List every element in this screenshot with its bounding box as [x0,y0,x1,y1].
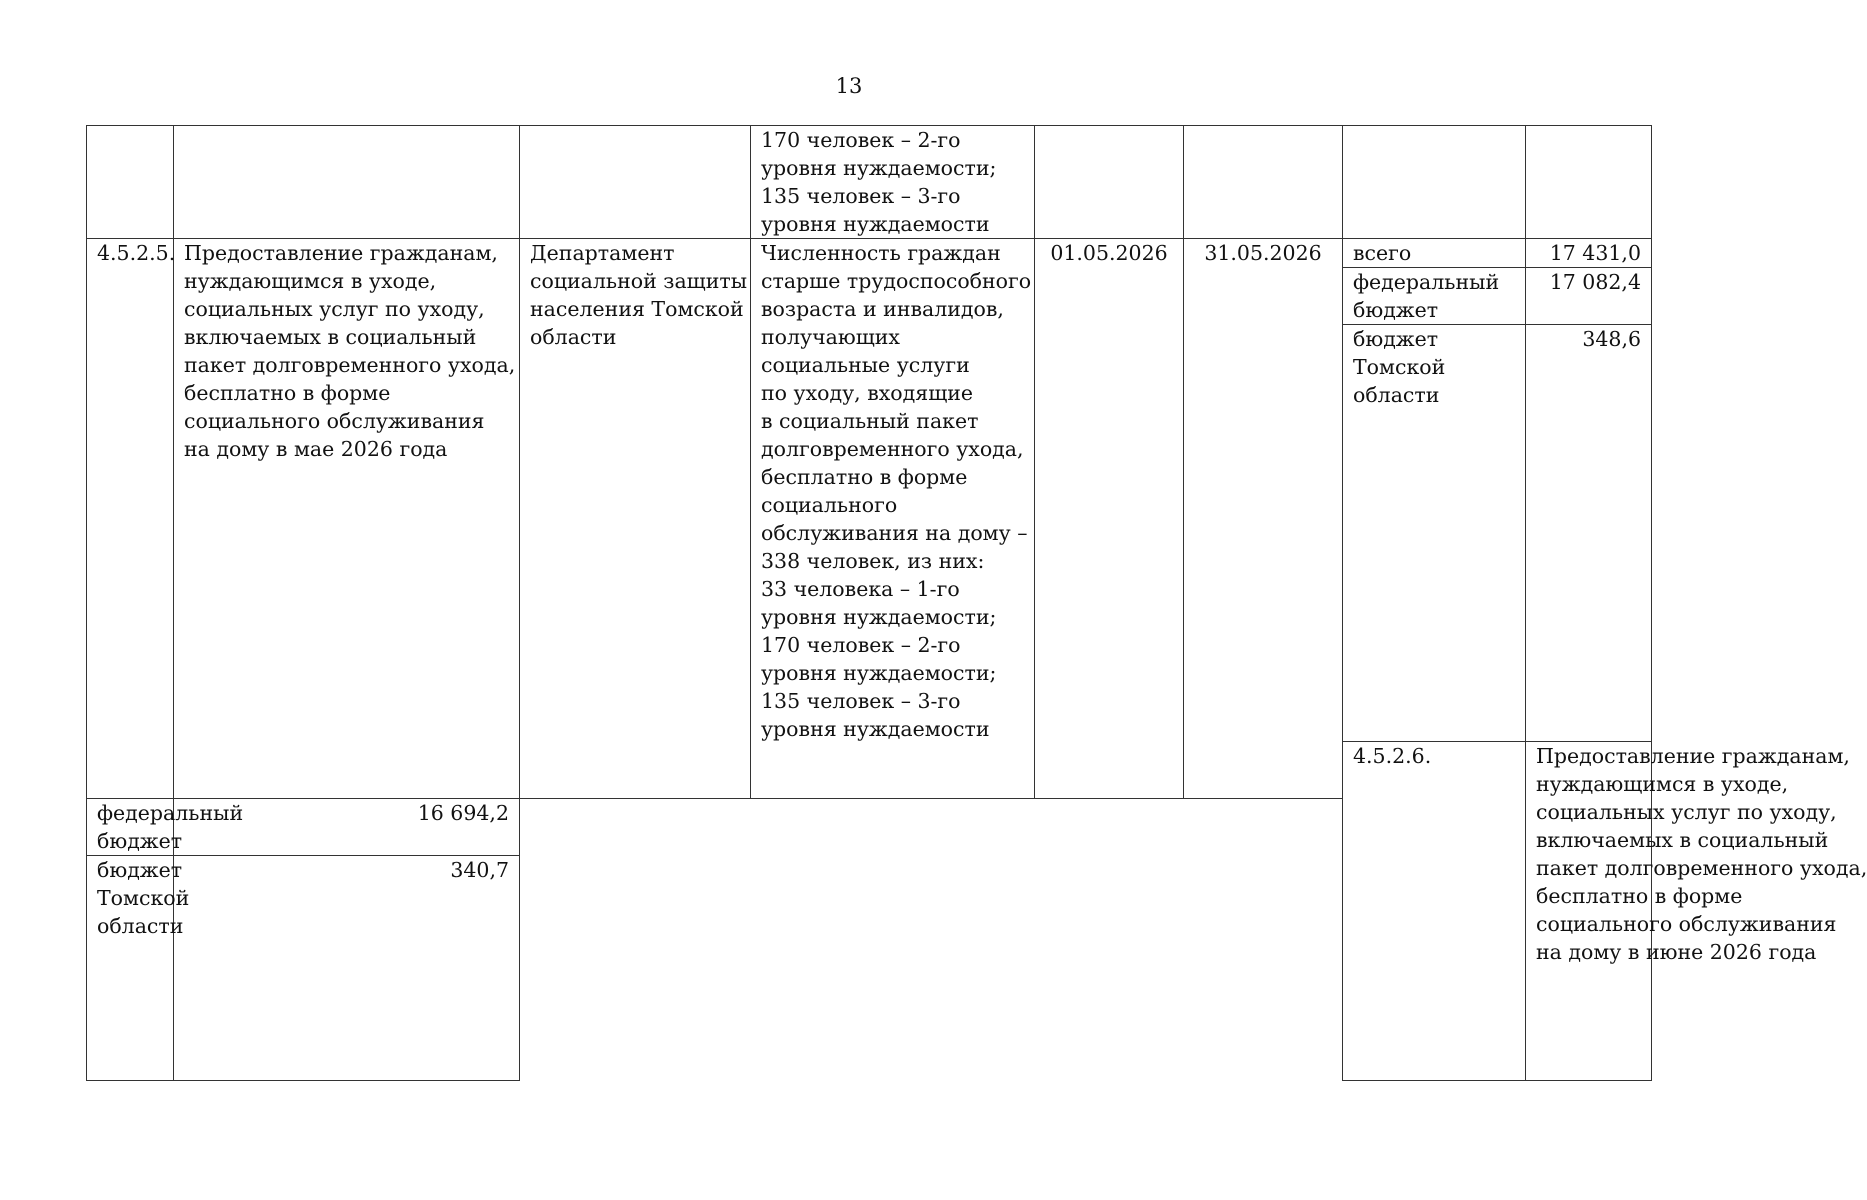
text-line: на дому в мае 2026 года [184,437,448,461]
text-line: социального обслуживания [1536,912,1837,936]
cell-executor [520,126,751,239]
text-line: 170 человек – 2-го [761,128,961,152]
text-line: возраста и инвалидов, [761,297,1004,321]
text-line: пакет долговременного ухода, [184,353,516,377]
text-line: бесплатно в форме [184,381,391,405]
text-line: уровня нуждаемости; [761,605,997,629]
text-line: Численность граждан [761,241,1001,265]
text-line: всего [1353,241,1412,265]
text-line: долговременного ухода, [761,437,1024,461]
text-line: по уходу, входящие [761,381,974,405]
cell-name [174,126,520,239]
text-line: области [1353,383,1440,407]
text-line: уровня нуждаемости; [761,156,997,180]
table-row-continuation [87,126,1652,239]
cell-indicator [751,239,1035,799]
cell-funding-amount: 16 694,2 [174,799,520,856]
text-line: социальной защиты [530,269,748,293]
text-line: социальных услуг по уходу, [1536,800,1837,824]
text-line: Департамент [530,241,675,265]
cell-end-date [1184,126,1343,239]
cell-funding-amount: 17 082,4 [1526,268,1652,325]
text-line: социальных услуг по уходу, [184,297,485,321]
text-line: 135 человек – 3-го [761,184,961,208]
table-row [87,239,1652,268]
text-line: социальные услуги [761,353,970,377]
text-line: 33 человека – 1-го [761,577,960,601]
cell-code: 4.5.2.5. [87,239,174,799]
text-line: области [97,914,184,938]
cell-funding-source [1343,126,1526,239]
cell-start-date: 01.05.2026 [1035,239,1184,799]
text-line: социального обслуживания [184,409,485,433]
text-line: бесплатно в форме [1536,884,1743,908]
text-line: включаемых в социальный [184,325,477,349]
cell-funding-amount: 348,6 [1526,325,1652,742]
cell-funding-source [1343,268,1526,325]
text-line: уровня нуждаемости; [761,661,997,685]
cell-funding-amount: 17 431,0 [1526,239,1652,268]
text-line: бесплатно в форме [761,465,968,489]
text-line: Предоставление гражданам, [1536,744,1850,768]
text-line: нуждающимся в уходе, [184,269,437,293]
text-line: уровня нуждаемости [761,212,990,236]
cell-name [174,239,520,799]
text-line: бюджет [1353,298,1439,322]
cell-code [87,126,174,239]
text-line: пакет долговременного ухода, [1536,856,1867,880]
text-line: 338 человек, из них: [761,549,985,573]
cell-code: 4.5.2.6. [1343,742,1526,1081]
text-line: социального [761,493,898,517]
text-line: нуждающимся в уходе, [1536,772,1789,796]
text-line: в социальный пакет [761,409,979,433]
measures-table [86,125,1867,1081]
cell-name [1526,742,1867,1081]
cell-funding-source [87,856,190,1081]
text-line: бюджет [1353,327,1439,351]
text-line: бюджет [97,858,183,882]
cell-end-date: 31.05.2026 [1184,239,1343,799]
text-line: федеральный [1353,270,1500,294]
text-line: 170 человек – 2-го [761,633,961,657]
text-line: Предоставление гражданам, [184,241,498,265]
cell-funding-source [1343,239,1526,268]
text-line: старше трудоспособного [761,269,1032,293]
cell-indicator [751,126,1035,239]
text-line: 135 человек – 3-го [761,689,961,713]
cell-start-date [1035,126,1184,239]
text-line: уровня нуждаемости [761,717,990,741]
text-line: на дому в июне 2026 года [1536,940,1817,964]
cell-funding-amount [1526,126,1652,239]
cell-funding-source [87,799,244,856]
text-line: Томской [1353,355,1446,379]
text-line: области [530,325,617,349]
text-line: населения Томской [530,297,744,321]
cell-funding-amount: 340,7 [174,856,520,1081]
cell-executor [520,239,751,799]
text-line: обслуживания на дому – [761,521,1028,545]
text-line: включаемых в социальный [1536,828,1829,852]
text-line: бюджет [97,829,183,853]
text-line: федеральный [97,801,244,825]
text-line: получающих [761,325,900,349]
text-line: Томской [97,886,190,910]
cell-funding-source [1343,325,1526,742]
page-number: 13 [835,74,863,98]
